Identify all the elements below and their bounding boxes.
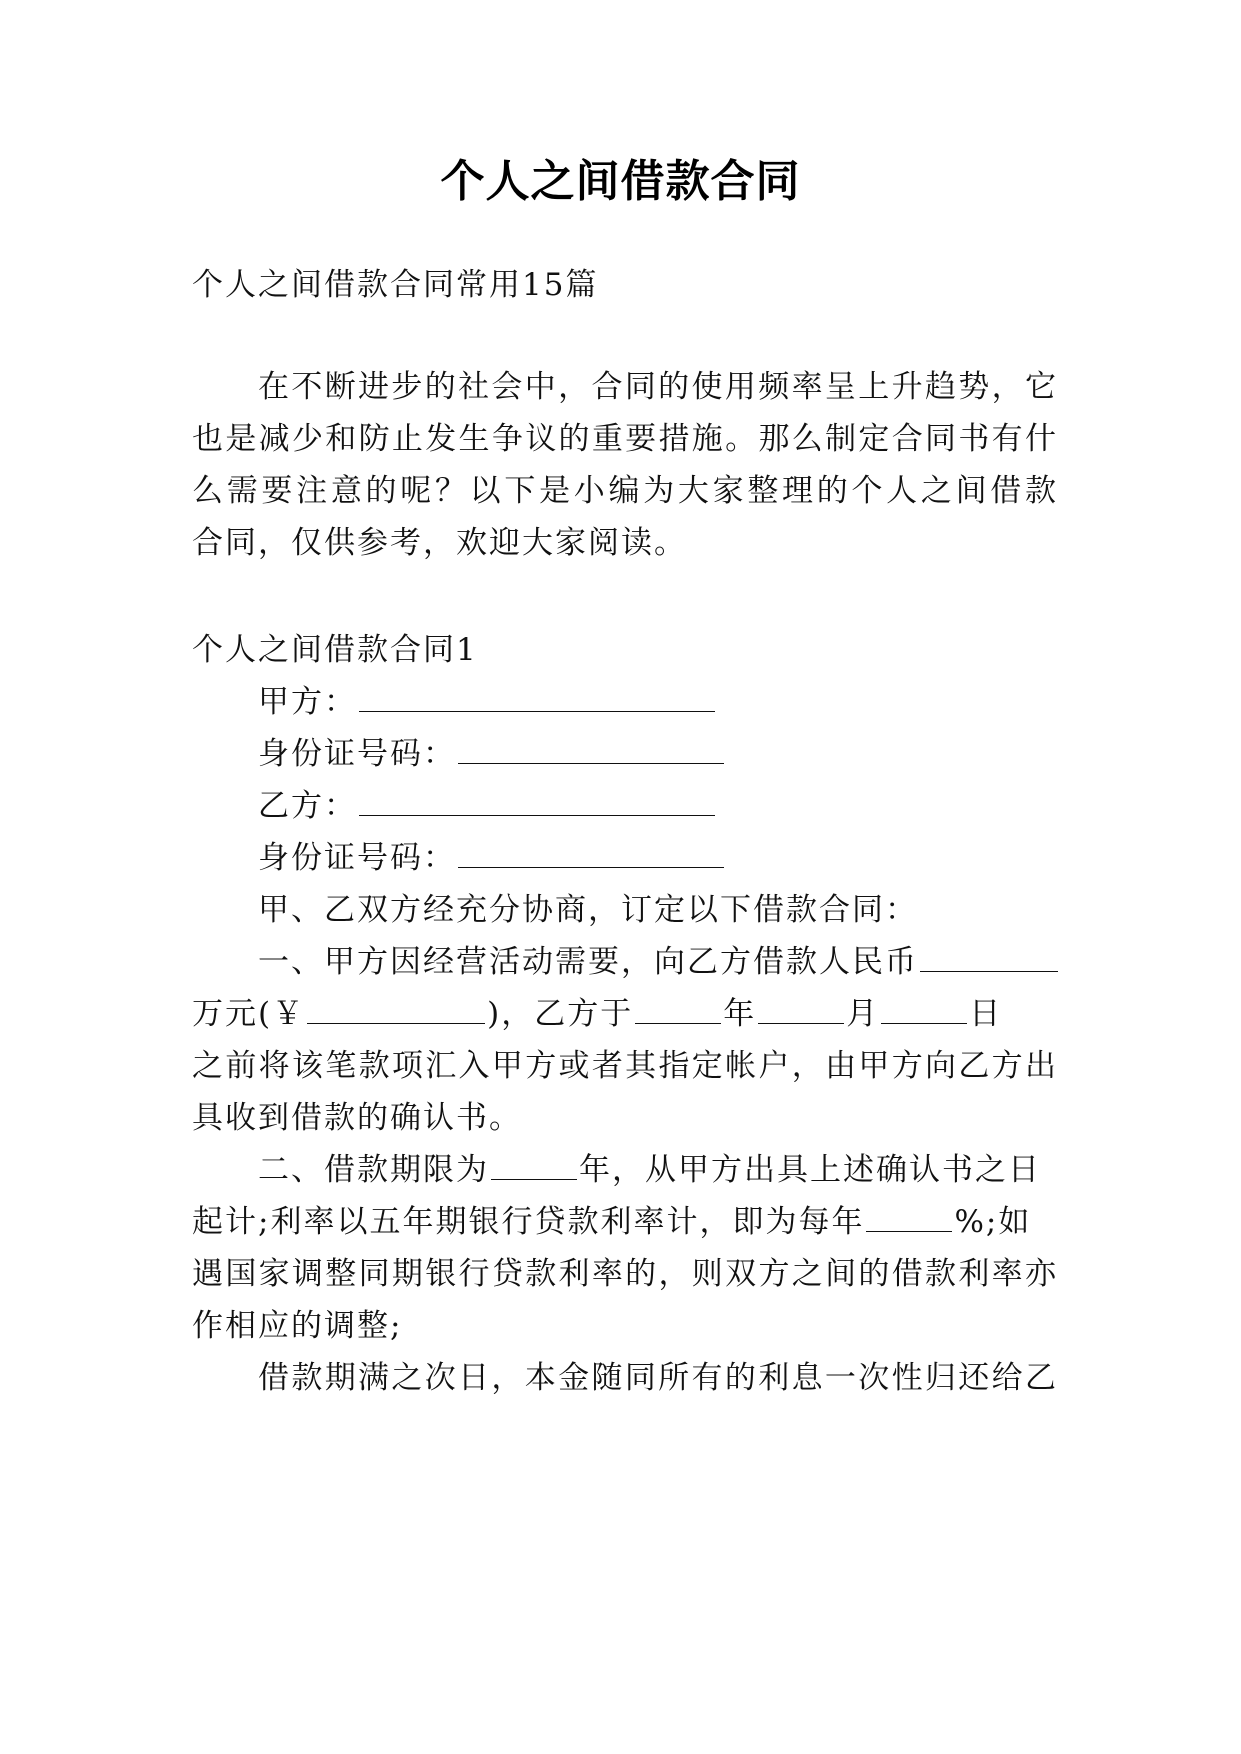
intro-line-2: 也是减少和防止发生争议的重要措施。那么制定合同书有什 [192,421,1058,457]
clause1-text-2a: 万元(￥ [192,996,306,1032]
clause3-line-1: 借款期满之次日，本金随同所有的利息一次性归还给乙 [258,1360,1058,1396]
clause2-line-4: 作相应的调整; [192,1308,403,1344]
id-a-row [258,734,1058,774]
clause1-line-2 [192,994,1058,1034]
amount-figure-blank [307,1022,485,1024]
section-heading: 个人之间借款合同1 [192,632,478,668]
intro-line-3: 么需要注意的呢？以下是小编为大家整理的个人之间借款 [192,473,1058,509]
clause2-text-1b: 年，从甲方出具上述确认书之日 [579,1152,1041,1188]
clause1-text-2d: 月 [846,996,880,1032]
clause1-text-2b: )，乙方于 [487,996,634,1032]
party-b-row [258,786,1058,826]
rate-blank [866,1230,952,1232]
clause1-line-4: 具收到借款的确认书。 [192,1100,522,1136]
clause2-text-2b: %;如 [954,1204,1032,1240]
term-years-blank [491,1178,577,1180]
party-a-label: 甲方： [258,684,357,720]
clause2-text-1a: 二、借款期限为 [258,1152,489,1188]
intro-line-4: 合同，仅供参考，欢迎大家阅读。 [192,525,687,561]
amount-blank [920,970,1058,972]
party-b-blank [359,814,715,816]
id-a-label: 身份证号码： [258,736,456,772]
party-b-label: 乙方： [258,788,357,824]
clause2-text-2a: 起计;利率以五年期银行贷款利率计，即为每年 [192,1204,865,1240]
clause2-line-3: 遇国家调整同期银行贷款利率的，则双方之间的借款利率亦 [192,1256,1058,1292]
intro-line-1: 在不断进步的社会中，合同的使用频率呈上升趋势，它 [258,369,1058,405]
clause1-text-1: 一、甲方因经营活动需要，向乙方借款人民币 [258,944,918,980]
clause1-line-3: 之前将该笔款项汇入甲方或者其指定帐户，由甲方向乙方出 [192,1048,1058,1084]
clause1-text-2c: 年 [723,996,757,1032]
party-a-blank [359,710,715,712]
clause2-line-2 [192,1202,1058,1242]
id-b-blank [458,866,724,868]
document-title: 个人之间借款合同 [440,156,801,207]
document-subtitle: 个人之间借款合同常用15篇 [192,267,599,303]
id-a-blank [458,762,724,764]
agreement-line: 甲、乙双方经充分协商，订定以下借款合同： [258,892,918,928]
clause2-line-1 [258,1150,1058,1190]
day-blank [881,1022,967,1024]
month-blank [758,1022,844,1024]
id-b-row [258,838,1058,878]
party-a-row [258,682,1058,722]
clause1-line-1 [258,942,1058,982]
year-blank [635,1022,721,1024]
clause1-text-2e: 日 [969,996,1003,1032]
id-b-label: 身份证号码： [258,840,456,876]
